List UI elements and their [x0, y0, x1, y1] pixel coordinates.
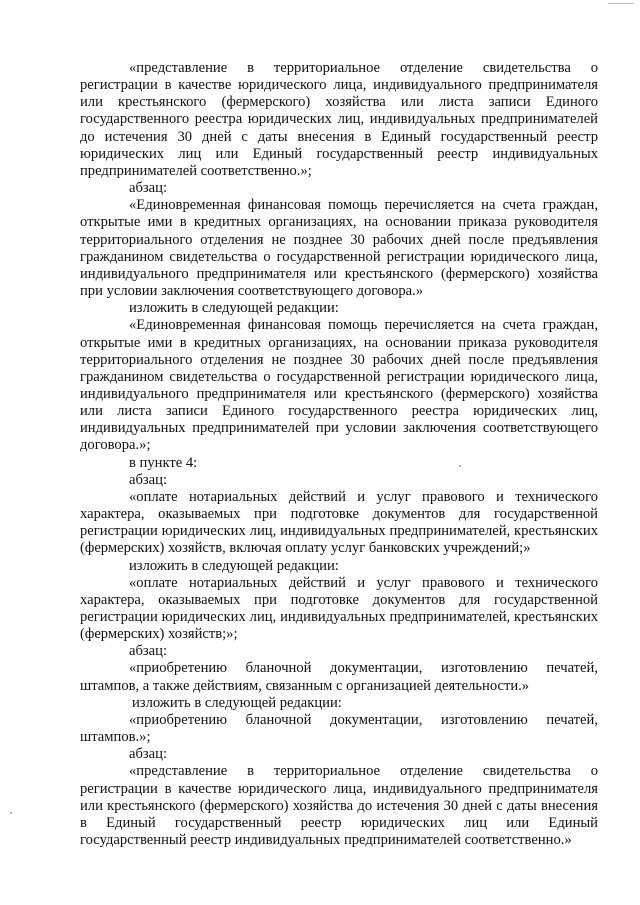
- clause-label: абзац:: [129, 180, 168, 197]
- quoted-clause-paragraph: «Единовременная финансовая помощь перечисляется на счета граждан, открытые ими в кредитных организациях, на основании приказа руководителя территориального отделения не позднее 30 рабочих дней после предъявления гражданином свидетельства о государственной регистрации юридического лица, индивидуального предпринимателя или крестьянского (фермерского) хозяйства при условии заключения соответствующего договора.»: [80, 197, 598, 300]
- quoted-clause-paragraph: «приобретению бланочной документации, изготовлению печатей, штампов.»;: [80, 711, 598, 746]
- quoted-clause-paragraph: «оплате нотариальных действий и услуг правового и технического характера, оказываемых при подготовке документов для государственной регистрации юридических лиц, индивидуальных предпринимателей, крестьянских (фермерских) хозяйств;»;: [80, 574, 598, 643]
- document-body: [80, 60, 598, 849]
- clause-label: в пункте 4:: [129, 454, 198, 471]
- clause-label: изложить в следующей редакции:: [132, 694, 342, 711]
- clause-label: абзац:: [129, 643, 168, 660]
- clause-label: изложить в следующей редакции:: [129, 300, 339, 317]
- clause-label: абзац:: [129, 746, 168, 763]
- quoted-clause-paragraph: «представление в территориальное отделение свидетельства о регистрации в качестве юридического лица, индивидуального предпринимателя или крестьянского (фермерского) хозяйства до истечения 30 дней с даты внесения в Единый государственный реестр юридических лиц или Единый государственный реестр индивидуальных предпринимателей соответственно.»: [80, 763, 598, 849]
- quoted-clause-paragraph: «оплате нотариальных действий и услуг правового и технического характера, оказываемых при подготовке документов для государственной регистрации юридических лиц, индивидуальных предпринимателей, крестьянских (фермерских) хозяйств, включая оплату услуг банковских учреждений;»: [80, 488, 598, 557]
- scan-speck: [10, 812, 12, 814]
- quoted-clause-paragraph: «представление в территориальное отделение свидетельства о регистрации в качестве юридического лица, индивидуального предпринимателя или крестьянского (фермерского) хозяйства или листа записи Единого государственного реестра юридических лиц, индивидуальных предпринимателей до истечения 30 дней с даты внесения в Единый государственный реестр юридических лиц или Единый государственный реестр индивидуальных предпринимателей соответственно.»;: [80, 60, 598, 179]
- scan-corner-mark: [608, 0, 634, 4]
- quoted-clause-paragraph: «Единовременная финансовая помощь перечисляется на счета граждан, открытые ими в кредитных организациях, на основании приказа руководителя территориального отделения не позднее 30 рабочих дней после предъявления гражданином свидетельства о государственной регистрации юридического лица, индивидуального предпринимателя или крестьянского (фермерского) хозяйства или листа записи Единого государственного реестра юридических лиц, индивидуальных предпринимателей при условии заключения соответствующего договора.»;: [80, 317, 598, 454]
- clause-label: абзац:: [129, 471, 168, 488]
- clause-label: изложить в следующей редакции:: [129, 557, 339, 574]
- quoted-clause-paragraph: «приобретению бланочной документации, изготовлению печатей, штампов, а также действиям, связанным с организацией деятельности.»: [80, 660, 598, 694]
